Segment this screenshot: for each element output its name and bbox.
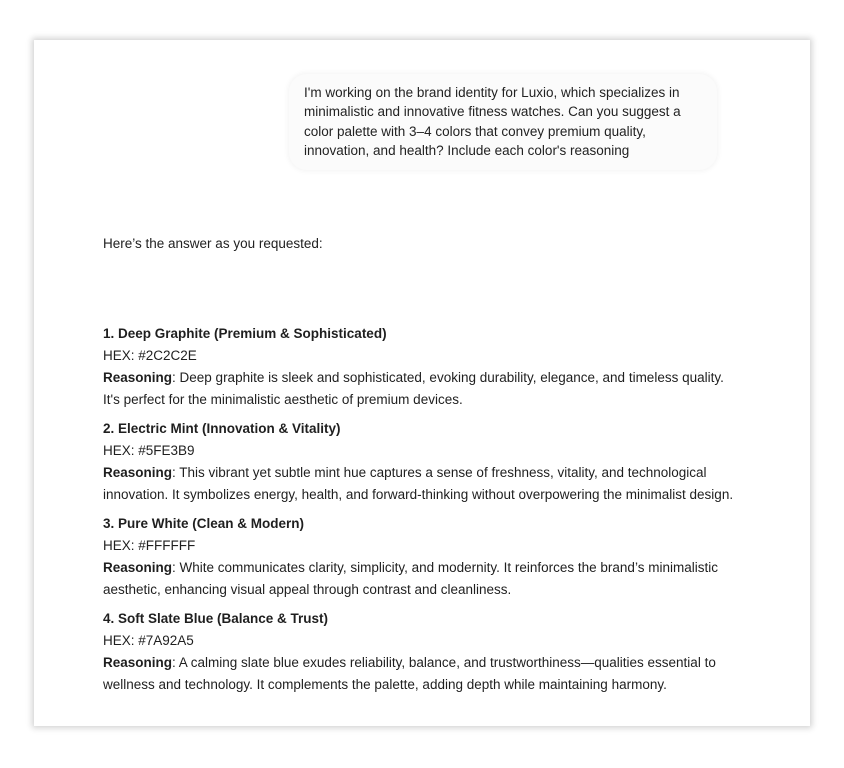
- color-item-soft-slate-blue: [103, 608, 743, 696]
- color-reasoning: Reasoning: Deep graphite is sleek and sophisticated, evoking durability, elegance, and timeless quality. It's perfect for the minimalistic aesthetic of premium devices.: [103, 370, 724, 407]
- color-hex: HEX: #FFFFFF: [103, 538, 196, 553]
- color-hex: HEX: #2C2C2E: [103, 348, 197, 363]
- chat-window: [34, 40, 810, 726]
- assistant-answer: [103, 323, 743, 703]
- assistant-intro: Here’s the answer as you requested:: [103, 236, 323, 251]
- reasoning-text: This vibrant yet subtle mint hue captures a sense of freshness, vitality, and technological innovation. It symbolizes energy, health, and forward-thinking without overpowering the minimalist design.: [103, 465, 734, 502]
- color-title: 3. Pure White (Clean & Modern): [103, 516, 305, 531]
- color-title: 1. Deep Graphite (Premium & Sophisticated): [103, 326, 387, 341]
- reasoning-text: Deep graphite is sleek and sophisticated, evoking durability, elegance, and timeless quality. It's perfect for the minimalistic aesthetic of premium devices.: [103, 370, 724, 407]
- color-reasoning: Reasoning: White communicates clarity, simplicity, and modernity. It reinforces the brand’s minimalistic aesthetic, enhancing visual appeal through contrast and cleanliness.: [103, 560, 718, 597]
- reasoning-label: Reasoning: [103, 655, 173, 670]
- color-hex: HEX: #7A92A5: [103, 633, 194, 648]
- color-item-electric-mint: [103, 418, 743, 506]
- color-title: 4. Soft Slate Blue (Balance & Trust): [103, 611, 329, 626]
- color-hex: HEX: #5FE3B9: [103, 443, 195, 458]
- user-message-bubble: [289, 74, 717, 170]
- reasoning-label: Reasoning: [103, 370, 173, 385]
- color-reasoning: Reasoning: A calming slate blue exudes reliability, balance, and trustworthiness—qualities essential to wellness and technology. It complements the palette, adding depth while maintaining harmony.: [103, 655, 716, 692]
- color-reasoning: Reasoning: This vibrant yet subtle mint hue captures a sense of freshness, vitality, and technological innovation. It symbolizes energy, health, and forward-thinking without overpowering the minimalist design.: [103, 465, 734, 502]
- color-item-pure-white: [103, 513, 743, 601]
- reasoning-text: A calming slate blue exudes reliability, balance, and trustworthiness—qualities essential to wellness and technology. It complements the palette, adding depth while maintaining harmony.: [103, 655, 716, 692]
- color-title: 2. Electric Mint (Innovation & Vitality): [103, 421, 341, 436]
- reasoning-label: Reasoning: [103, 465, 173, 480]
- color-item-deep-graphite: [103, 323, 743, 411]
- user-message-text: I'm working on the brand identity for Luxio, which specializes in minimalistic and innovative fitness watches. Can you suggest a color palette with 3–4 colors that convey premium quality, innovation, and health? Include each color's reasoning: [304, 85, 681, 158]
- reasoning-label: Reasoning: [103, 560, 173, 575]
- reasoning-text: White communicates clarity, simplicity, and modernity. It reinforces the brand’s minimalistic aesthetic, enhancing visual appeal through contrast and cleanliness.: [103, 560, 718, 597]
